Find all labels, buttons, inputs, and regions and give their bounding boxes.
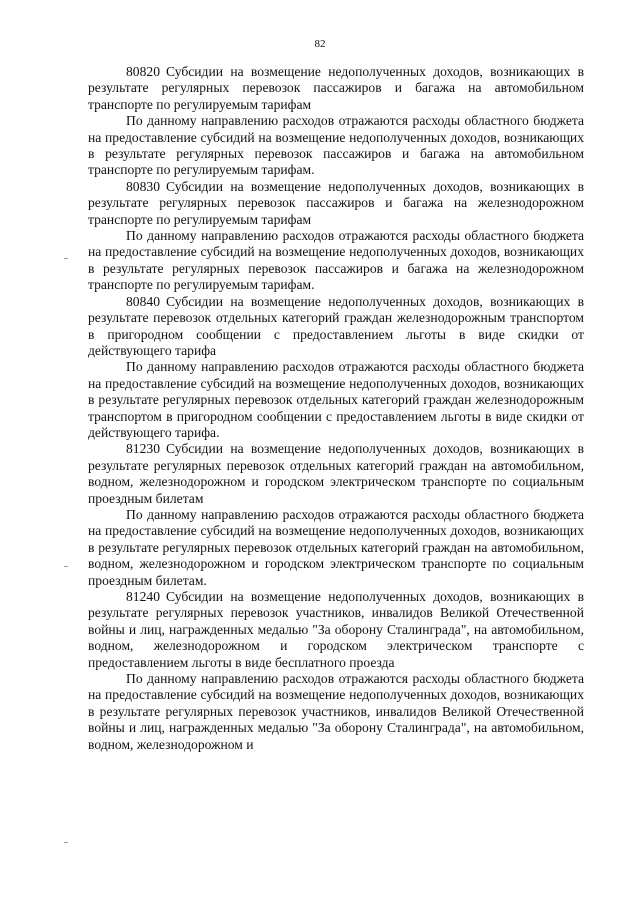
paragraph-text: По данному направлению расходов отражаются расходы областного бюджета на предоставление субсидий на возмещение недополученных доходов, возникающих в результате регулярных перевозок пассажиров и багажа на железнодорожном транспорте по регулируемым тарифам. (88, 228, 584, 293)
paragraph-80840-description (88, 359, 584, 441)
paragraph-80820-title (88, 64, 584, 113)
direction-code: 80830 (126, 178, 160, 194)
paragraph-text: По данному направлению расходов отражаются расходы областного бюджета на предоставление субсидий на возмещение недополученных доходов, возникающих в результате регулярных перевозок участников, инвалидов Великой Отечественной войны и лиц, награжденных медалью "За оборону Сталинграда", на автомобильном, водном, железнодорожном и (88, 671, 584, 752)
document-body (88, 64, 584, 753)
paragraph-text: Субсидии на возмещение недополученных доходов, возникающих в результате регулярных перевозок отдельных категорий граждан на автомобильном, водном, железнодорожном и городском электрическом транспорте по социальным проездным билетам (88, 441, 584, 506)
paragraph-80830-title (88, 179, 584, 228)
direction-code: 80840 (126, 293, 160, 309)
paragraph-80820-description (88, 113, 584, 179)
paragraph-81230-title (88, 441, 584, 507)
margin-mark (64, 842, 68, 843)
paragraph-81230-description (88, 507, 584, 589)
paragraph-80830-description (88, 228, 584, 294)
margin-mark (64, 566, 68, 567)
page-number: 82 (314, 38, 326, 50)
direction-code: 81240 (126, 589, 160, 604)
paragraph-text: Субсидии на возмещение недополученных доходов, возникающих в результате перевозок отдельных категорий граждан железнодорожным транспортом в пригородном сообщении с предоставлением льготы в виде скидки от действующего тарифа (88, 293, 584, 358)
margin-mark (64, 258, 68, 259)
paragraph-text: Субсидии на возмещение недополученных доходов, возникающих в результате регулярных перевозок пассажиров и багажа на автомобильном транспорте по регулируемым тарифам (88, 64, 584, 112)
paragraph-text: По данному направлению расходов отражаются расходы областного бюджета на предоставление субсидий на возмещение недополученных доходов, возникающих в результате регулярных перевозок пассажиров и багажа на автомобильном транспорте по регулируемым тарифам. (88, 113, 584, 178)
paragraph-text: Субсидии на возмещение недополученных доходов, возникающих в результате регулярных перевозок участников, инвалидов Великой Отечественной войны и лиц, награжденных медалью "За оборону Сталинграда", на автомобильном, водном, железнодорожном и городском электрическом транспорте с предоставлением льготы в виде бесплатного проезда (88, 589, 584, 670)
paragraph-81240-title (88, 589, 584, 671)
direction-code: 80820 (126, 64, 160, 79)
paragraph-81240-description (88, 671, 584, 753)
paragraph-80840-title (88, 294, 584, 360)
paragraph-text: По данному направлению расходов отражаются расходы областного бюджета на предоставление субсидий на возмещение недополученных доходов, возникающих в результате регулярных перевозок отдельных категорий граждан железнодорожным транспортом в пригородном сообщении с предоставлением льготы в виде скидки от действующего тарифа. (88, 359, 584, 440)
direction-code: 81230 (126, 441, 160, 457)
paragraph-text: По данному направлению расходов отражаются расходы областного бюджета на предоставление субсидий на возмещение недополученных доходов, возникающих в результате регулярных перевозок отдельных категорий граждан на автомобильном, водном, железнодорожном и городском электрическом транспорте по социальным проездным билетам. (88, 506, 584, 588)
paragraph-text: Субсидии на возмещение недополученных доходов, возникающих в результате регулярных перевозок пассажиров и багажа на железнодорожном транспорте по регулируемым тарифам (88, 178, 584, 227)
